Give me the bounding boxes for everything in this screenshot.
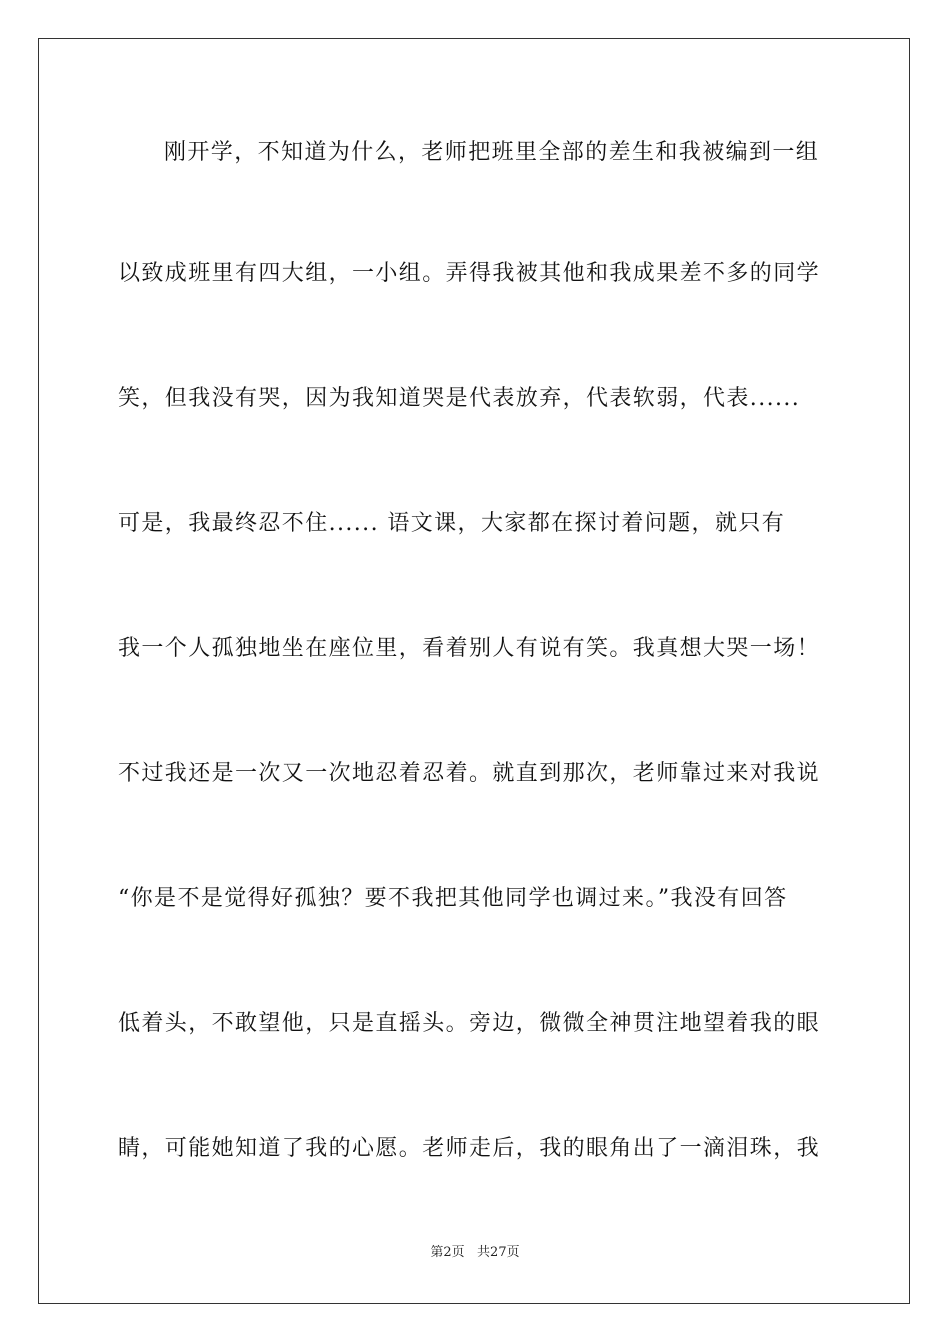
paragraph-line: 笑，但我没有哭，因为我知道哭是代表放弃，代表软弱，代表...... xyxy=(118,386,801,411)
paragraph-line: 以致成班里有四大组，一小组。弄得我被其他和我成果差不多的同学 xyxy=(118,261,821,286)
paragraph-line: 刚开学，不知道为什么，老师把班里全部的差生和我被编到一组 xyxy=(164,140,820,165)
paragraph-line: “你是不是觉得好孤独？要不我把其他同学也调过来。”我没有回答 xyxy=(118,886,788,911)
paragraph-line: 我一个人孤独地坐在座位里，看着别人有说有笑。我真想大哭一场！ xyxy=(118,636,821,661)
paragraph-line: 睛，可能她知道了我的心愿。老师走后，我的眼角出了一滴泪珠，我 xyxy=(118,1136,821,1161)
paragraph-line: 不过我还是一次又一次地忍着忍着。就直到那次，老师靠过来对我说 xyxy=(118,761,821,786)
page-number-footer: 第2页 共27页 xyxy=(430,1245,520,1260)
paragraph-line: 可是，我最终忍不住...... 语文课，大家都在探讨着问题，就只有 xyxy=(118,511,786,536)
paragraph-line: 低着头，不敢望他，只是直摇头。旁边，微微全神贯注地望着我的眼 xyxy=(118,1011,821,1036)
page-border xyxy=(38,38,910,1304)
